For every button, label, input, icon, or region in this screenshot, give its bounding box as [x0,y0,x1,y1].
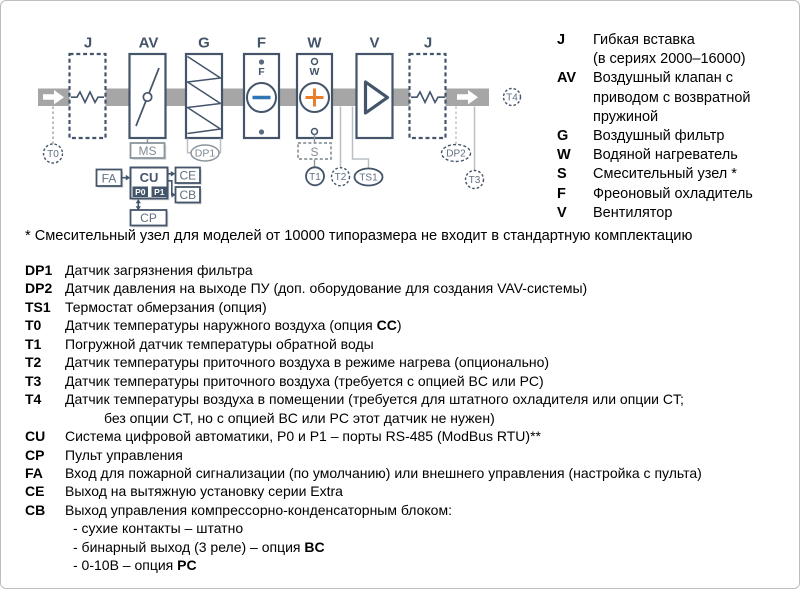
legend-line: Воздушный клапан с [593,70,734,87]
flexible-insert-left [70,54,106,138]
cp-label: CP [140,210,157,225]
legend-line: Водяной нагреватель [593,147,738,164]
abbr-row-t4-continued [25,409,795,427]
dp1-label: DP1 [194,147,216,160]
abbr-desc-text: Датчик температуры воздуха в помещении (требуется для штатного охладителя или опции CT; [65,391,684,408]
ts1-label: TS1 [359,172,378,184]
abbr-desc-bold: CC [376,317,397,334]
legend-text [593,69,793,127]
cooler-letter: F [258,66,265,78]
legend-item-v [557,204,793,223]
label-j-right: J [423,34,433,52]
abbr-row-t4 [25,390,795,408]
abbr-row-t2 [25,353,795,371]
legend-line: Вентилятор [593,204,673,221]
flexible-insert-right [410,54,446,138]
label-v: V [369,34,380,52]
dp2-label: DP2 [446,148,466,160]
legend-line: пружиной [593,108,659,125]
label-g: G [198,34,210,52]
abbr-row-fa [25,464,795,482]
abbr-row-ce [25,482,795,500]
fa-label: FA [101,171,117,186]
abbr-row-cb [25,501,795,519]
abbr-term: T3 [25,372,42,389]
p1-label: P1 [154,186,165,197]
legend-key: G [557,128,569,145]
outdoor-sensor [44,107,63,164]
fan [357,54,393,138]
footnote: * Смесительный узел для моделей от 10000 типоразмера не входит в стандартную комплектацию [25,228,693,244]
abbr-desc-text: Датчик давления на выходе ПУ (доп. оборудование для создания VAV-системы) [65,280,588,297]
legend [557,31,793,223]
abbr-term [25,409,65,427]
legend-item-w [557,146,793,165]
legend-item-f [557,185,793,204]
abbr-row-t0 [25,316,795,334]
legend-key: AV [557,70,577,87]
abbr-desc [65,390,795,408]
section-labels [84,35,432,52]
legend-key: S [557,166,567,183]
abbr-desc-text: Датчик загрязнения фильтра [65,262,253,278]
abbr-row-cu [25,427,795,445]
abbr-desc-post: ) [396,317,402,334]
ce-label: CE [179,168,197,183]
abbr-desc [65,409,795,427]
abbr-term: CE [25,483,45,500]
abbr-term: T0 [25,317,42,334]
abbr-desc-bold: BC [304,538,325,555]
abbr-desc-text: Выход на вытяжную установку серии Extra [65,483,343,500]
legend-line: (в сериях 2000–16000) [593,51,746,68]
legend-key: W [557,147,571,164]
abbr-row-t1 [25,335,795,353]
abbr-desc [65,279,795,297]
abbr-term: T2 [25,354,42,371]
heater-port-top-icon [312,59,318,65]
legend-text [593,127,793,146]
abbr-desc [65,501,795,519]
cooler-port-bottom-icon [259,129,264,134]
abbr-desc-text: - 0-10В – опция [73,557,178,574]
legend-text [593,165,793,184]
control-unit-cluster [97,168,202,228]
t3-label: T3 [468,175,481,186]
abbr-row-cb-dry-contacts [25,519,795,537]
label-w: W [307,34,322,52]
abbr-desc-text: - сухие контакты – штатно [73,520,244,537]
t0-label: T0 [47,149,59,160]
abbr-desc [65,446,795,464]
abbr-row-ts1 [25,298,795,316]
heater-letter: W [309,66,320,78]
abbr-desc [65,538,795,556]
cooler-port-top-icon [259,59,264,64]
abbr-desc-text: Датчик температуры приточного воздуха (требуется с опцией BC или PC) [65,372,544,389]
t4-label: T4 [506,92,518,104]
abbr-desc [65,519,795,537]
p0-label: P0 [135,186,146,197]
legend-line: приводом с возвратной [593,89,751,106]
abbr-desc [65,353,795,371]
legend-text [593,31,793,69]
legend-text [593,204,793,223]
abbr-row-dp2 [25,279,795,297]
cu-label: CU [139,170,159,185]
legend-item-s [557,165,793,184]
legend-item-j [557,31,793,69]
ahu-diagram [1,1,541,231]
abbreviation-list [25,261,795,575]
abbr-desc-text: Система цифровой автоматики, P0 и P1 – порты RS-485 (ModBus RTU)** [65,428,541,445]
abbr-desc-text: Термостат обмерзания (опция) [65,298,267,315]
abbr-desc-text: Вход для пожарной сигнализации (по умолчанию) или внешнего управления (настройка с пульта) [65,464,702,481]
abbr-desc [65,298,795,316]
legend-line: Гибкая вставка [593,32,695,48]
legend-line: Смесительный узел * [593,166,737,183]
abbr-desc-text: Пульт управления [65,446,183,463]
abbr-desc-text: Погружной датчик температуры обратной воды [65,335,374,352]
legend-line: Воздушный фильтр [593,128,725,145]
abbr-term: DP2 [25,280,53,297]
abbr-term [25,556,65,574]
abbr-desc [65,556,795,574]
label-av: AV [138,34,159,52]
legend-text [593,185,793,204]
abbr-desc-text: без опции CT, но с опцией BC или PC этот датчик не нужен) [104,409,495,426]
abbr-term: FA [25,464,43,481]
t1-label: T1 [309,171,321,183]
legend-item-g [557,127,793,146]
cu-ce-arrowhead-icon [171,171,175,177]
dp1-connector-left [188,139,192,153]
abbr-desc [65,316,795,334]
abbr-desc-text: Датчик температуры наружного воздуха (опция [65,317,377,334]
abbr-desc [65,427,795,445]
legend-item-av [557,69,793,127]
abbr-term: TS1 [25,298,51,315]
air-filter [186,54,222,161]
abbr-desc [65,335,795,353]
abbr-desc-bold: PC [177,557,197,574]
damper-pivot-icon [143,93,151,101]
abbr-term: CB [25,501,46,518]
abbr-desc [65,372,795,390]
cb-label: CB [179,187,197,202]
label-j-left: J [83,34,93,52]
abbr-desc [65,261,795,279]
abbr-row-cb-binary [25,538,795,556]
mixing-unit-label: S [310,145,319,159]
air-valve [130,54,167,160]
abbr-term [25,519,65,537]
legend-line: Фреоновый охладитель [593,185,753,202]
legend-key: J [557,32,566,48]
t2-label: T2 [334,172,347,184]
abbr-term: T4 [25,391,42,408]
legend-key: V [557,204,567,221]
abbr-desc-text: Датчик температуры приточного воздуха в режиме нагрева (опционально) [65,354,550,371]
abbr-row-cb-0-10v [25,556,795,574]
abbr-term: CU [25,428,46,445]
legend-key: F [557,185,566,202]
legend-text [593,146,793,165]
abbr-row-cp [25,446,795,464]
ms-label: MS [138,144,157,158]
abbr-desc [65,482,795,500]
abbr-desc-text: Выход управления компрессорно-конденсаторным блоком: [65,501,452,518]
abbr-term: DP1 [25,262,53,278]
water-heater [297,54,332,185]
label-f: F [256,34,267,52]
abbr-row-dp1 [25,261,795,279]
heater-port-bottom-icon [312,129,318,135]
abbr-term: CP [25,446,45,463]
freon-cooler [244,54,279,138]
abbr-desc-text: - бинарный выход (3 реле) – опция [73,538,305,555]
abbr-desc [65,464,795,482]
abbr-term: T1 [25,335,42,352]
abbr-term [25,538,65,556]
abbr-row-t3 [25,372,795,390]
